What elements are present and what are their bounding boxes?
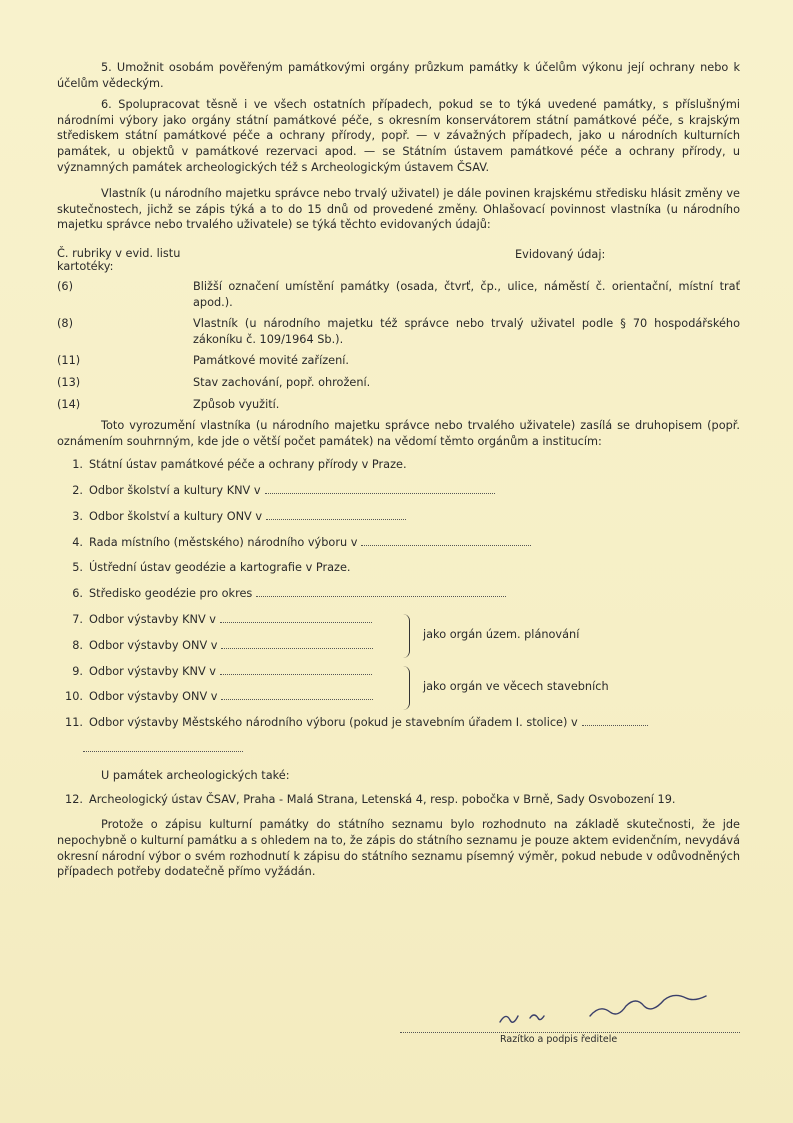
brace-icon	[403, 666, 410, 710]
arch-note: U památek archeologických také:	[101, 769, 290, 783]
signature-line	[400, 1032, 740, 1033]
item-number: 8.	[72, 638, 83, 652]
item-text: Ústřední ústav geodézie a kartografie v Praze.	[89, 561, 351, 575]
brace-icon	[403, 614, 410, 658]
fill-in-line	[221, 689, 373, 700]
fill-in-line	[220, 612, 372, 623]
rubric-row	[57, 397, 740, 413]
rubric-col-data-heading: Evidovaný údaj:	[515, 247, 606, 261]
rubric-row	[57, 279, 740, 310]
item-text: Archeologický ústav ČSAV, Praha - Malá Strana, Letenská 4, resp. pobočka v Brně, Sady Osvobození 19.	[89, 792, 676, 806]
paragraph-owner-duty: Vlastník (u národního majetku správce nebo trvalý uživatel) je dále povinen krajskému středisku hlásit změny ve skutečnostech, jichž se zápis týká a to do 15 dnů od provedené změny. Ohlašovací povinnost vlastníka (u národního majetku správce nebo trvalého uživatele) se týká těchto evidovaných údajů:	[57, 187, 740, 232]
fill-in-line	[256, 586, 506, 597]
item-number: 10.	[65, 690, 83, 704]
document-body	[57, 60, 740, 880]
paragraph-5: 5. Umožnit osobám pověřeným památkovými orgány průzkum památky k účelům výkonu její ochrany nebo k účelům vědeckým.	[57, 61, 740, 90]
item-number: 2.	[72, 484, 83, 498]
fill-in-line	[582, 715, 648, 726]
item-text: Odbor výstavby Městského národního výboru (pokud je stavebním úřadem I. stolice) v	[89, 716, 578, 730]
item-text: Odbor výstavby ONV v	[89, 690, 218, 704]
item-number: 6.	[72, 587, 83, 601]
brace-group-planning	[57, 612, 740, 664]
rubric-number: (13)	[57, 375, 81, 389]
list-item	[57, 586, 740, 612]
item-number: 1.	[72, 458, 83, 472]
signature-block	[400, 990, 740, 1050]
item-text: Státní ústav památkové péče a ochrany přírody v Praze.	[89, 458, 407, 472]
item-text: Odbor školství a kultury ONV v	[89, 509, 263, 523]
rubric-text: Bližší označení umístění památky (osada, čtvrť, čp., ulice, náměstí č. orientační, místní trať apod.).	[193, 279, 740, 309]
signature-scribble-icon	[490, 992, 740, 1032]
fill-in-line	[221, 638, 373, 649]
brace-label: jako orgán ve věcech stavebních	[423, 679, 609, 693]
rubric-text: Památkové movité zařízení.	[193, 354, 349, 368]
fill-in-line	[83, 745, 243, 752]
list-item	[57, 509, 740, 535]
rubric-row	[57, 353, 740, 369]
rubric-text: Způsob využití.	[193, 397, 280, 411]
list-item	[57, 457, 740, 483]
item-number: 5.	[72, 561, 83, 575]
list-item	[57, 792, 740, 818]
rubric-row	[57, 375, 740, 391]
item-text: Středisko geodézie pro okres	[89, 587, 253, 601]
paragraph-closing: Protože o zápisu kulturní památky do státního seznamu bylo rozhodnuto na základě skutečnosti, že jde nepochybně o kulturní památku a s ohledem na to, že zápis do státního seznamu je pouze aktem evidenčním, nevydává okresní národní výbor o svém rozhodnutí k zápisu do státního seznamu písemný výměr, pokud nebude v odůvodněných případech potřeby dodatečně přímo vyžádán.	[57, 818, 740, 879]
item-text: Odbor výstavby KNV v	[89, 664, 216, 678]
rubric-header	[57, 247, 740, 273]
paragraph-notice: Toto vyrozumění vlastníka (u národního majetku správce nebo trvalého uživatele) zasílá se druhopisem (popř. oznámením souhrnným, kde jde o větší počet památek) na vědomí těmto orgánům a institucím:	[57, 419, 740, 448]
list-item	[57, 612, 740, 638]
item-number: 12.	[65, 792, 83, 806]
rubric-number: (14)	[57, 397, 81, 411]
list-item	[57, 638, 740, 664]
item-number: 11.	[65, 716, 83, 730]
item-text: Rada místního (městského) národního výboru v	[89, 535, 358, 549]
paragraph-6: 6. Spolupracovat těsně i ve všech ostatních případech, pokud se to týká uvedené památky, s příslušnými národními výbory jako orgány státní památkové péče, s okresním konservátorem státní památkové péče, s krajským střediskem státní památkové péče a ochrany přírody, popř. — v závažných případech, jako u národních kulturních památek, u objektů v památkové rezervaci apod. — se Státním ústavem památkové péče a ochrany přírody, u významných památek archeologických též s Archeologickým ústavem ČSAV.	[57, 98, 740, 174]
brace-label: jako orgán územ. plánování	[423, 628, 580, 642]
item-number: 4.	[72, 535, 83, 549]
list-item	[57, 689, 740, 715]
fill-in-line	[361, 535, 531, 546]
list-item	[57, 560, 740, 586]
rubric-col-number-heading: Č. rubriky v evid. listu kartotéky:	[57, 246, 181, 273]
rubric-number: (11)	[57, 354, 81, 368]
list-item	[57, 664, 740, 690]
rubric-number: (8)	[57, 317, 74, 331]
item-text: Odbor školství a kultury KNV v	[89, 484, 261, 498]
brace-group-building	[57, 664, 740, 716]
rubric-text: Vlastník (u národního majetku též správce nebo trvalý uživatel podle § 70 hospodářského zákoníku č. 109/1964 Sb.).	[193, 317, 740, 346]
fill-in-line	[266, 509, 406, 520]
item-text: Odbor výstavby KNV v	[89, 613, 216, 627]
item-text: Odbor výstavby ONV v	[89, 638, 218, 652]
recipient-list	[57, 457, 740, 752]
list-item	[57, 483, 740, 509]
list-item	[57, 715, 740, 741]
fill-in-line	[265, 483, 495, 494]
item-number: 3.	[72, 509, 83, 523]
item-number: 9.	[72, 664, 83, 678]
fill-in-line	[220, 664, 372, 675]
rubric-row	[57, 316, 740, 347]
item-number: 7.	[72, 613, 83, 627]
rubric-number: (6)	[57, 279, 74, 293]
list-item	[57, 535, 740, 561]
rubric-text: Stav zachování, popř. ohrožení.	[193, 375, 371, 389]
signature-label: Razítko a podpis ředitele	[500, 1034, 618, 1045]
